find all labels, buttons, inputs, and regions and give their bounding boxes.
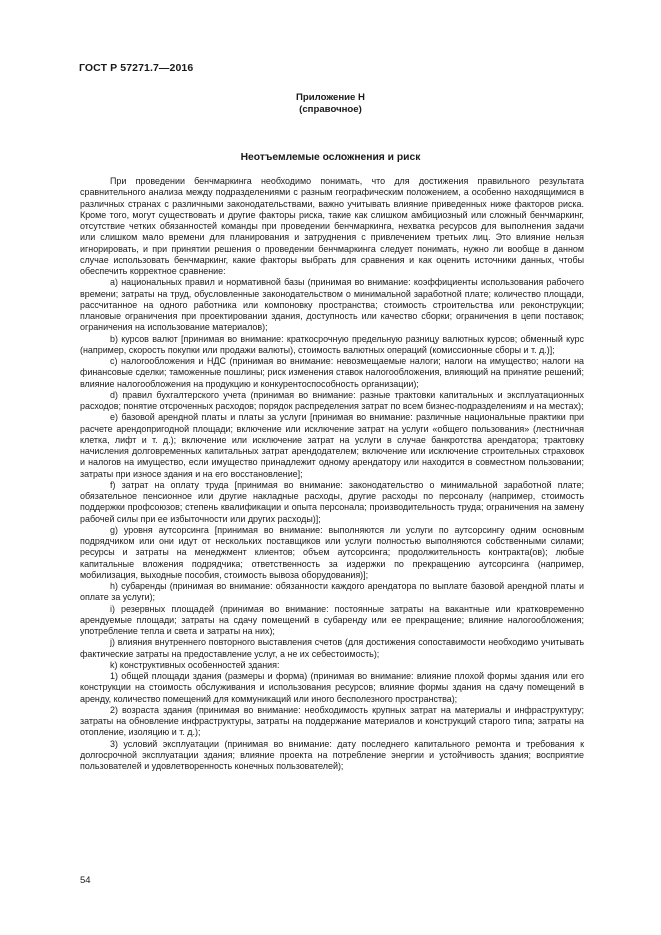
sub-item-3: 3) условий эксплуатации (принимая во внимание: дату последнего капитального ремонта и требования к долгосрочной эксплуатации здания; влияние проекта на потребление энергии и устойчивость здания; восприятие пользователей и удовлетворенность конечных пользователей); — [80, 738, 584, 771]
document-header-id: ГОСТ Р 57271.7—2016 — [79, 62, 194, 74]
page-number: 54 — [80, 875, 91, 886]
appendix-heading — [0, 92, 661, 116]
list-item-h: h) субаренды (принимая во внимание: обязанности каждого арендатора по выплате базовой арендной платы и оплате за услуги); — [80, 581, 584, 603]
list-item-i: i) резервных площадей (принимая во внимание: постоянные затраты на вакантные или кратковременно арендуемые площади; затраты на сдачу помещений в субаренду или ее прекращение; влияние налогообложения; употребление тепла и света и затраты на них); — [80, 603, 584, 636]
list-item-c: c) налогообложения и НДС (принимая во внимание: невозмещаемые налоги; налоги на имущество; налоги на финансовые сделки; таможенные пошлины; риск изменения ставок налогообложения, влияющий на принятие решений; влияние налогообложения на продукцию и конкурентоспособность организации); — [80, 356, 584, 389]
list-item-d: d) правил бухгалтерского учета (принимая во внимание: разные трактовки капитальных и эксплуатационных расходов; понятие отсроченных расходов; порядок распределения затрат по всем бизнес-подразделениям и на местах); — [80, 389, 584, 411]
list-item-a: а) национальных правил и нормативной базы (принимая во внимание: коэффициенты использования рабочего времени; затраты на труд, обусловленные законодательством о минимальной заработной плате; количество площади, рассчитанное на одного работника или компоновку пространства; стоимость строительства или реконструкции; плановые ограничения при проектировании здания, доступность или качество сборки; ограничения в цепи поставок; ограничения на использование материалов); — [80, 277, 584, 333]
list-item-b: b) курсов валют [принимая во внимание: краткосрочную предельную разницу валютных курсов; обменный курс (например, скорость покупки или продажи валюты), стоимость валютных операций (комиссионные сборы и т. д.)]; — [80, 333, 584, 355]
list-item-g: g) уровня аутсорсинга [принимая во внимание: выполняются ли услуги по аутсорсингу одним основным подрядчиком или они идут от нескольких поставщиков или услуги полностью выполняются собственными силами; ресурсы и затраты на менеджмент клиентов; объем аутсорсинга; продолжительность контракта(ов); любые капитальные вложения подрядчика; ответственность за издержки по прекращению аутсорсинга (например, мобилизация, выходные пособия, стоимость вывоза оборудования)]; — [80, 524, 584, 580]
list-item-f: f) затрат на оплату труда [принимая во внимание: законодательство о минимальной заработной плате; обязательное пенсионное или другие накладные расходы, другие расходы по персоналу (например, стоимость поддержки профсоюзов; степень квалификации и опыта персонала; производительность труда; ограничения на замену рабочей силы при ее избыточности или других расходы)]; — [80, 479, 584, 524]
body-text — [80, 176, 584, 772]
sub-item-2: 2) возраста здания (принимая во внимание: необходимость крупных затрат на материалы и инфраструктуру; затраты на обновление инфраструктуры, затраты на поддержание материалов и конструкций старого типа; затраты на отопление, изоляцию и т. д.); — [80, 704, 584, 738]
sub-item-1: 1) общей площади здания (размеры и форма) (принимая во внимание: влияние плохой формы здания или его конструкции на стоимость обслуживания и использования ресурсов; влияние формы здания на сдачу помещений в аренду, количество помещений для коммуникаций или иного бесполезного пространства); — [80, 671, 584, 704]
appendix-label: Приложение Н — [296, 92, 365, 103]
list-item-e: e) базовой арендной платы и платы за услуги [принимая во внимание: различные национальные практики при расчете арендопригодной площади; включение или исключение затрат на услуги «общего пользования» (лестничная клетка, лифт и т. д.); включение или исключение затрат на услуги в случае банкротства арендатора; трактовку начисления долговременных капитальных затрат арендодателем; включение или исключение строительных страховок и налогов на имущество, если имущество принадлежит одному арендатору или находится в совместном пользовании; затраты при износе здания и на его восстановление]; — [80, 412, 584, 479]
list-item-k: k) конструктивных особенностей здания: — [110, 659, 280, 670]
appendix-note: (справочное) — [299, 104, 362, 115]
list-item-j: j) влияния внутреннего повторного выставления счетов (для достижения сопоставимости необходимо учитывать фактические затраты на предоставление услуг, а не их себестоимость); — [80, 637, 584, 659]
section-title: Неотъемлемые осложнения и риск — [240, 152, 421, 163]
intro-paragraph: При проведении бенчмаркинга необходимо понимать, что для достижения правильного результата сравнительного анализа между подразделениями с разным географическим положением, а особенно находящимися в различных странах с различными законодательствами, важно учитывать влияние приведенных ниже факторов риска. Кроме того, могут существовать и другие факторы риска, такие как слишком амбициозный или сложный бенчмаркинг, отсутствие четких обязанностей команды при проведении бенчмаркинга, нехватка ресурсов для выполнения задачи или слишком мало времени для планирования и затруднения с привлечением третьих лиц. Это влияние нельзя игнорировать, и при принятии решения о проведении бенчмаркинга следует понимать, нужно ли вообще в данном случае использовать бенчмаркинг, какие факторы выбрать для сравнения и как оценить источники данных, чтобы обеспечить корректное сравнение: — [80, 176, 584, 276]
